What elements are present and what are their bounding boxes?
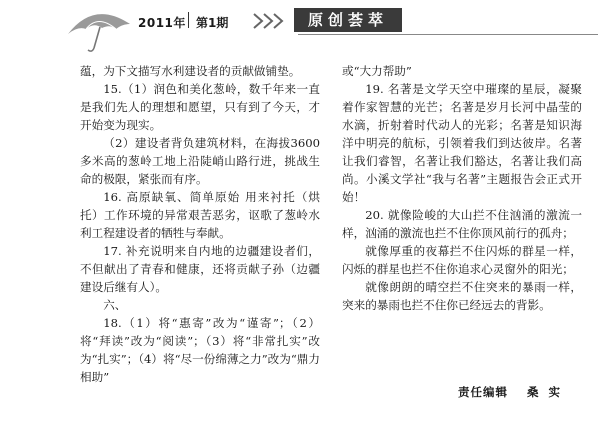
editor-name: 桑实 bbox=[527, 385, 570, 399]
chevron-arrows-icon bbox=[252, 12, 292, 30]
section-title: 原创荟萃 bbox=[294, 8, 402, 32]
paragraph: 17. 补充说明来自内地的边疆建设者们，不但献出了青春和健康，还将贡献子孙（边疆建设后继有人）。 bbox=[80, 244, 320, 294]
issue-number: 第1期 bbox=[196, 16, 229, 30]
left-column bbox=[80, 62, 320, 386]
header-rule bbox=[298, 34, 598, 35]
issue-year: 2011年 bbox=[138, 16, 186, 30]
paragraph: 16. 高原缺氧、简单原始 用来衬托（烘托）工作环境的异常艰苦恶劣，讴歌了葱岭水利工程建设者的牺牲与奉献。 bbox=[80, 190, 320, 240]
paragraph: 就像朗朗的晴空拦不住突来的暴雨一样，突来的暴雨也拦不住你已经远去的背影。 bbox=[342, 280, 582, 312]
page-header bbox=[0, 0, 600, 54]
paragraph: 20. 就像险峻的大山拦不住汹涌的激流一样，汹涌的激流也拦不住你顶风前行的孤舟； bbox=[342, 208, 582, 240]
editor-credit bbox=[458, 384, 570, 400]
editor-label: 责任编辑 bbox=[457, 385, 508, 399]
header-divider bbox=[188, 12, 189, 28]
umbrella-icon bbox=[64, 6, 134, 54]
paragraph: 或“大力帮助” bbox=[342, 64, 412, 78]
paragraph: 就像厚重的夜幕拦不住闪烁的群星一样，闪烁的群星也拦不住你追求心灵窗外的阳光； bbox=[342, 244, 582, 276]
paragraph: 18.（1）将“惠寄”改为“谨寄”；（2）将“拜读”改为“阅读”；（3）将“非常扎实”改为“扎实”；（4）将“尽一份绵薄之力”改为“鼎力相助” bbox=[80, 316, 320, 384]
paragraph: 蕴，为下文描写水利建设者的贡献做铺垫。 bbox=[80, 64, 301, 78]
paragraph: （2）建设者背负建筑材料，在海拔3600多米高的葱岭工地上沿陡峭山路行进，挑战生命的极限，紧张而有序。 bbox=[80, 136, 320, 186]
paragraph: 15.（1）润色和美化葱岭，数千年来一直是我们先人的理想和愿望，只有到了今天，才开始变为现实。 bbox=[80, 82, 320, 132]
paragraph: 19. 名著是文学天空中璀璨的星辰，凝聚着作家智慧的光芒；名著是岁月长河中晶莹的水滴，折射着时代动人的光彩；名著是知识海洋中明亮的航标，引领着我们到达彼岸。名著让我们睿智，名著让我们豁达，名著让我们高尚。小溪文学社“我与名著”主题报告会正式开始！ bbox=[342, 82, 582, 204]
right-column bbox=[342, 62, 582, 314]
paragraph: 六、 bbox=[103, 298, 127, 312]
